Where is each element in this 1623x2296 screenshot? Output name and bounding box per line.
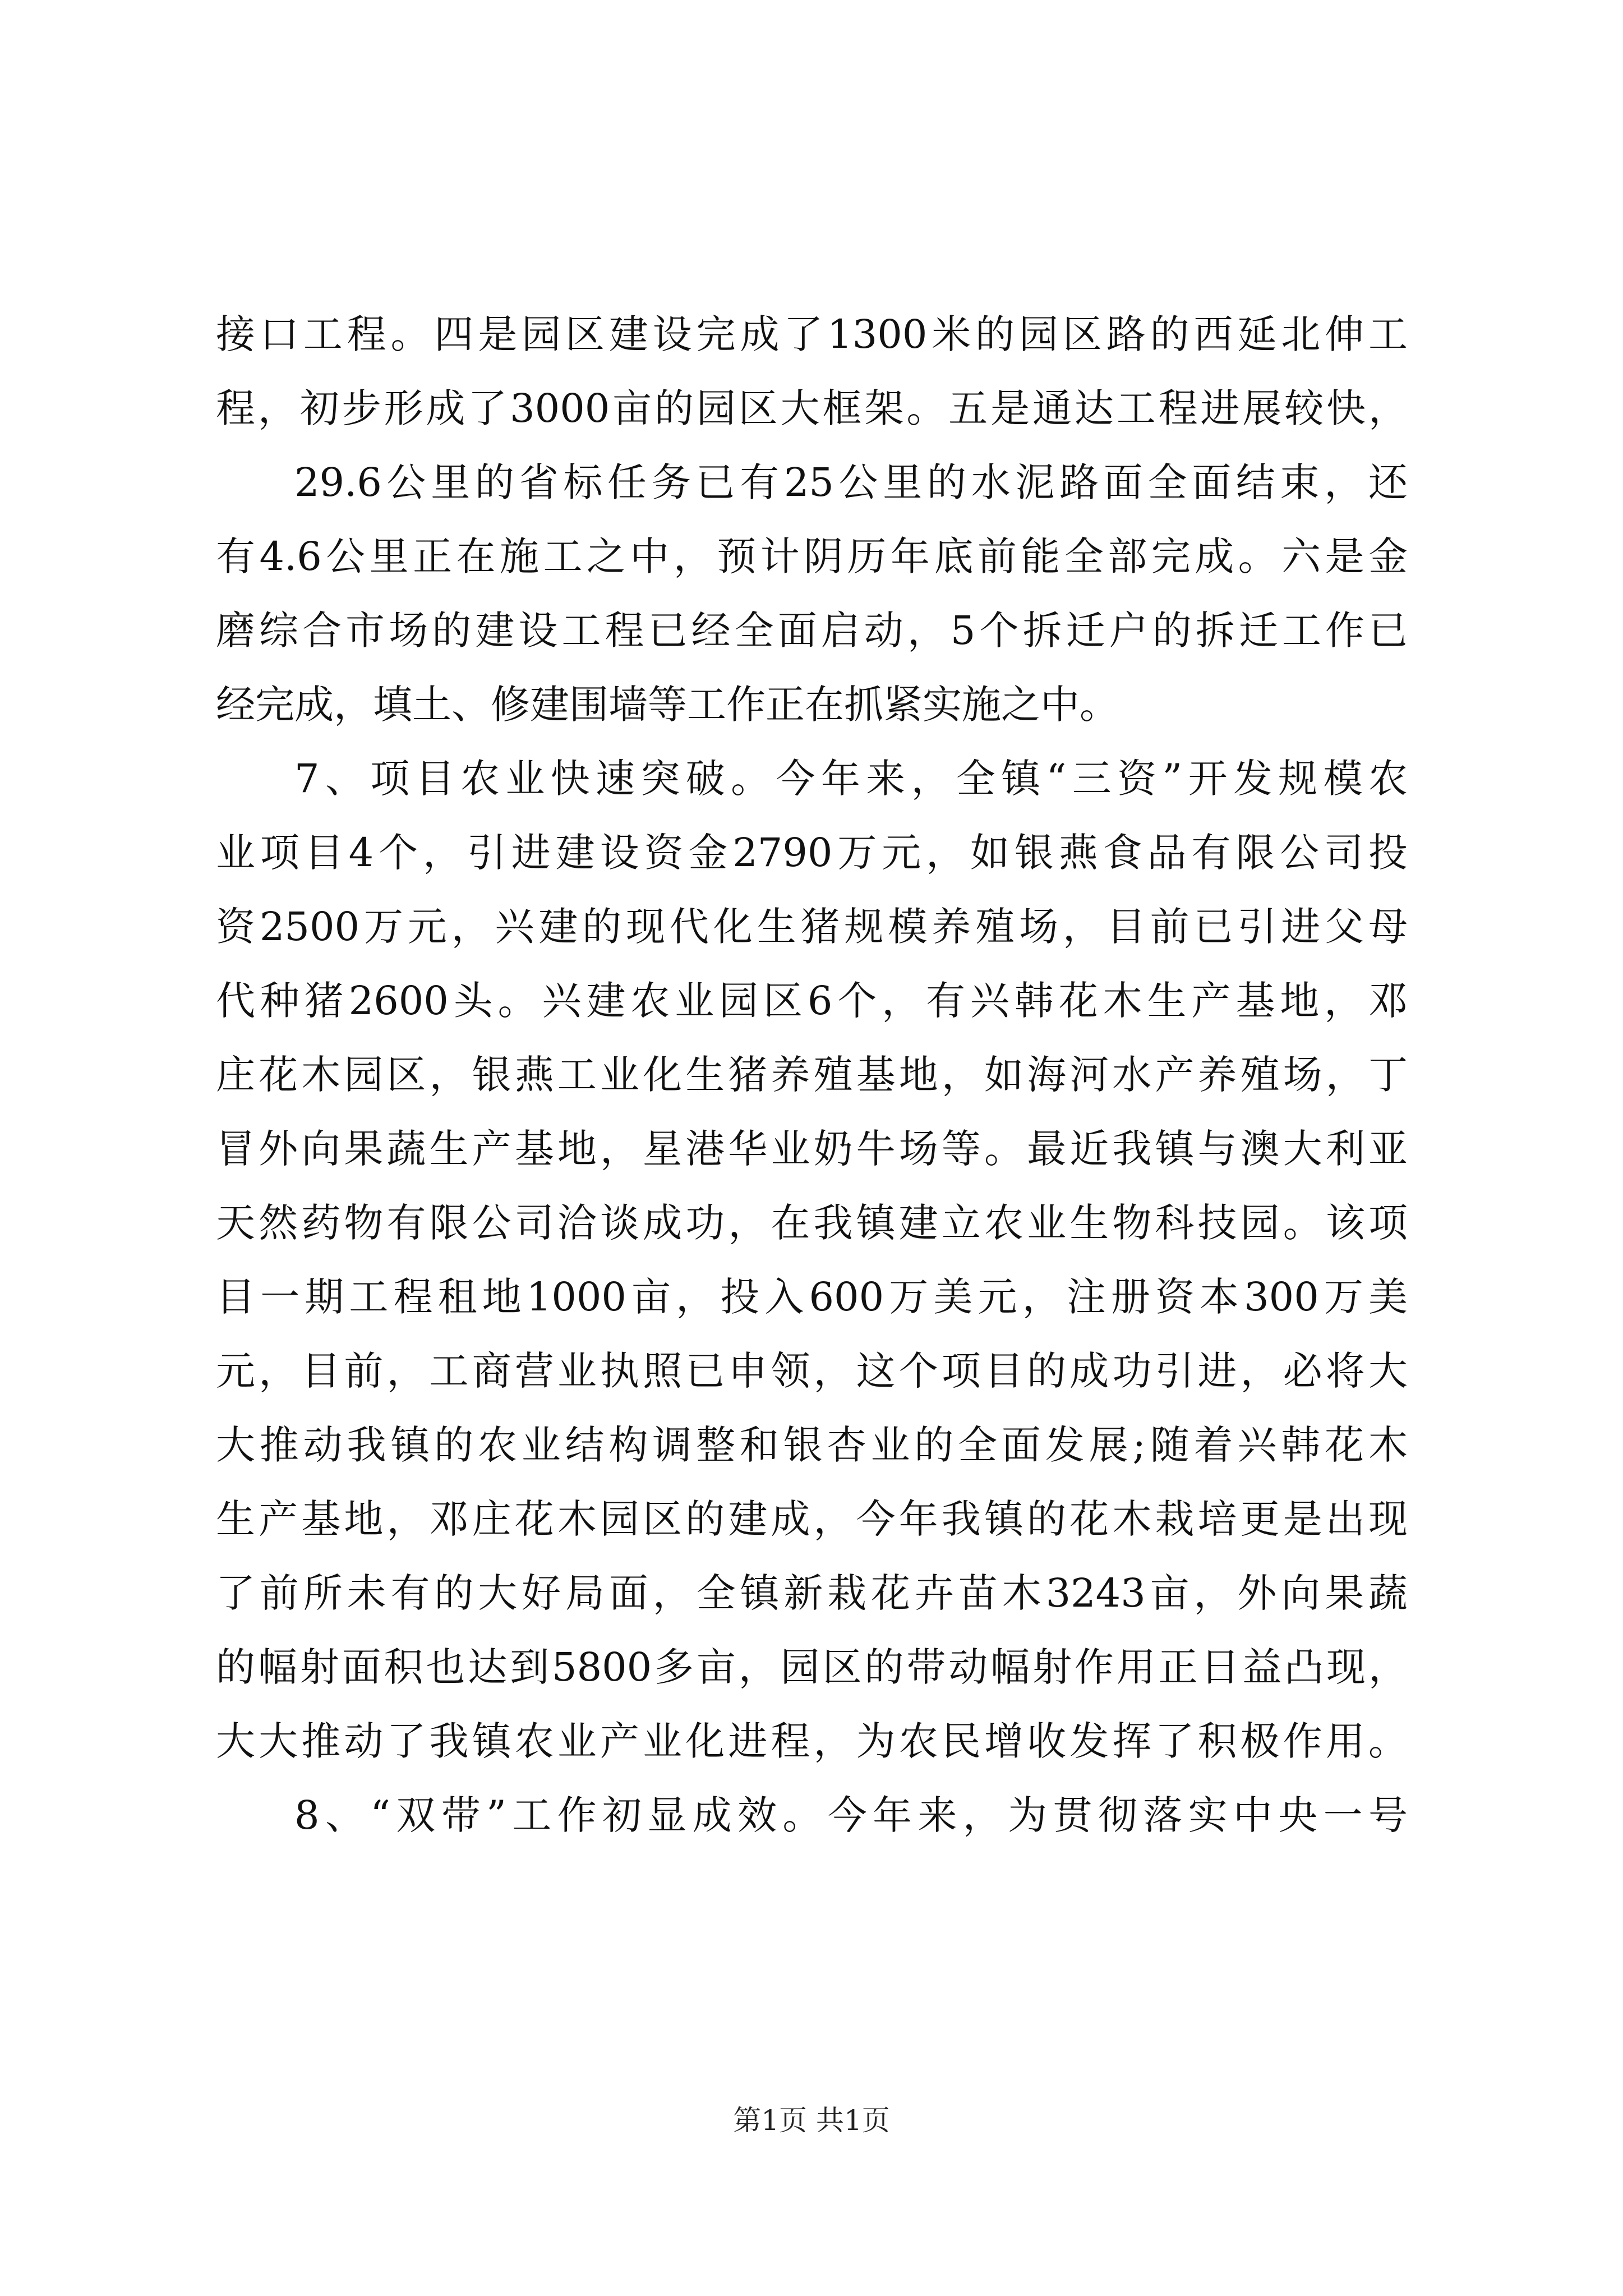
text-line: 接口工程。四是园区建设完成了1300米的园区路的西延北伸工 [216,311,1408,357]
text-line: 8、“双带”工作初显成效。今年来，为贯彻落实中央一号 [294,1792,1408,1838]
page-footer: 第1页 共1页 [733,2104,890,2137]
text-line: 冒外向果蔬生产基地，星港华业奶牛场等。最近我镇与澳大利亚 [216,1126,1408,1172]
text-line: 庄花木园区，银燕工业化生猪养殖基地，如海河水产养殖场，丁 [216,1052,1408,1098]
text-line: 的幅射面积也达到5800多亩，园区的带动幅射作用正日益凸现， [216,1644,1408,1690]
text-line: 代种猪2600头。兴建农业园区6个，有兴韩花木生产基地，邓 [216,978,1408,1024]
text-line: 业项目4个，引进建设资金2790万元，如银燕食品有限公司投 [216,830,1408,876]
text-line: 29.6公里的省标任务已有25公里的水泥路面全面结束，还 [294,459,1408,505]
text-line: 了前所未有的大好局面，全镇新栽花卉苗木3243亩，外向果蔬 [216,1570,1408,1616]
text-line: 7、项目农业快速突破。今年来，全镇“三资”开发规模农 [294,756,1408,802]
text-line: 目一期工程租地1000亩，投入600万美元，注册资本300万美 [216,1274,1408,1320]
text-line: 程，初步形成了3000亩的园区大框架。五是通达工程进展较快， [216,385,1408,431]
text-line: 元，目前，工商营业执照已申领，这个项目的成功引进，必将大 [216,1348,1408,1394]
text-line: 有4.6公里正在施工之中，预计阴历年底前能全部完成。六是金 [216,533,1408,579]
text-line: 生产基地，邓庄花木园区的建成，今年我镇的花木栽培更是出现 [216,1496,1408,1542]
text-line: 大推动我镇的农业结构调整和银杏业的全面发展;随着兴韩花木 [216,1422,1408,1468]
text-line: 资2500万元，兴建的现代化生猪规模养殖场，目前已引进父母 [216,904,1408,950]
text-line: 经完成，填土、修建围墙等工作正在抓紧实施之中。 [216,682,1119,728]
body-text [216,297,1408,1852]
text-line: 大大推动了我镇农业产业化进程，为农民增收发挥了积极作用。 [216,1718,1408,1764]
text-line: 天然药物有限公司洽谈成功，在我镇建立农业生物科技园。该项 [216,1200,1408,1246]
text-line: 磨综合市场的建设工程已经全面启动，5个拆迁户的拆迁工作已 [216,608,1408,654]
